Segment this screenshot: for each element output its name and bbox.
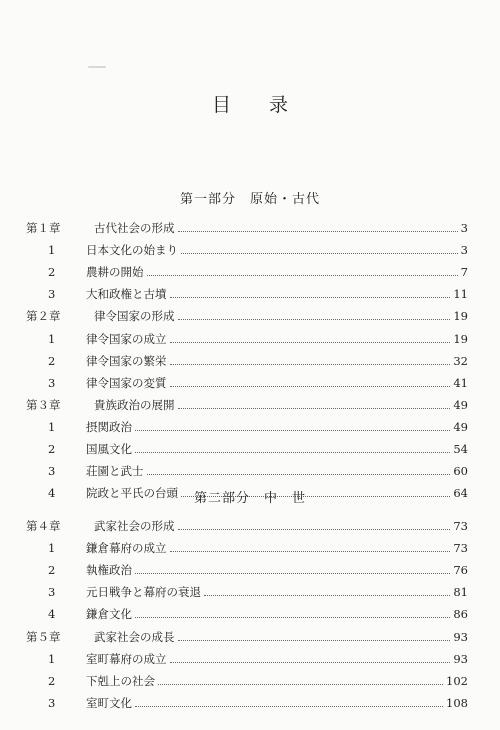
- page-number: 32: [453, 353, 468, 368]
- toc-chapter-row[interactable]: [26, 395, 468, 415]
- dot-leader: [170, 550, 451, 552]
- section-title: 室町幕府の成立: [86, 651, 167, 666]
- section-number: 3: [48, 585, 56, 600]
- chapter-title: 武家社会の成長: [94, 629, 175, 644]
- toc-section-row[interactable]: [48, 671, 468, 691]
- section-number: 1: [48, 419, 56, 434]
- dot-leader: [178, 528, 451, 530]
- page-number: 102: [446, 673, 468, 688]
- page-title: 目 录: [211, 94, 305, 116]
- toc-section-row[interactable]: [48, 649, 468, 669]
- toc-chapter-row[interactable]: [26, 516, 468, 536]
- toc-section-row[interactable]: [48, 417, 468, 437]
- dot-leader: [178, 318, 451, 320]
- dot-leader: [147, 473, 451, 475]
- dot-leader: [178, 639, 451, 641]
- page-number: 3: [460, 243, 468, 258]
- section-number: 2: [48, 673, 56, 688]
- section-title: 鎌倉幕府の成立: [86, 541, 167, 556]
- page-number: 81: [453, 585, 468, 600]
- section-number: 3: [48, 375, 56, 390]
- dot-leader: [135, 451, 450, 453]
- section-title: 日本文化の始まり: [86, 243, 178, 258]
- toc-section-row[interactable]: [48, 351, 468, 371]
- toc-chapter-row[interactable]: [26, 306, 468, 326]
- dot-leader: [135, 705, 443, 707]
- section-number: 1: [48, 651, 56, 666]
- page-number: 76: [453, 563, 468, 578]
- dot-leader: [170, 363, 451, 365]
- part-title: 第一部分 原始・古代: [179, 192, 320, 207]
- toc-section-row[interactable]: [48, 373, 468, 393]
- section-number: 2: [48, 442, 56, 456]
- section-number: 4: [48, 607, 56, 622]
- page-number: 3: [460, 221, 468, 235]
- section-title: 国風文化: [86, 442, 132, 456]
- section-title: 農耕の開始: [86, 265, 144, 280]
- section-title: 摂関政治: [86, 419, 132, 434]
- section-title: 律令国家の成立: [86, 331, 167, 346]
- chapter-number: 第５章: [26, 629, 61, 644]
- page-number: 73: [453, 541, 468, 556]
- toc-section-row[interactable]: [48, 538, 468, 558]
- page-number: 93: [453, 629, 468, 644]
- page-number: 54: [453, 442, 468, 456]
- page-number: 60: [453, 464, 468, 479]
- section-title: 下剋上の社会: [86, 673, 155, 688]
- dot-leader: [178, 407, 451, 409]
- toc-chapter-row[interactable]: [26, 218, 468, 238]
- page-number: 93: [453, 651, 468, 666]
- chapter-title: 律令国家の形成: [94, 309, 175, 324]
- page-number: 49: [453, 419, 468, 434]
- section-title: 律令国家の変質: [86, 375, 167, 390]
- dot-leader: [135, 616, 450, 618]
- chapter-title: 武家社会の形成: [94, 519, 175, 533]
- section-title: 室町文化: [86, 695, 132, 710]
- section-number: 2: [48, 265, 56, 280]
- section-number: 3: [48, 464, 56, 479]
- section-title: 荘園と武士: [86, 464, 144, 479]
- page-number: 73: [453, 519, 468, 533]
- section-title: 院政と平氏の台頭: [86, 486, 178, 501]
- page-number: 86: [453, 607, 468, 622]
- chapter-number: 第１章: [26, 221, 61, 235]
- chapter-title: 貴族政治の展開: [94, 397, 175, 412]
- dot-leader: [204, 594, 450, 596]
- page-number: 108: [446, 695, 468, 710]
- toc-section-row[interactable]: [48, 560, 468, 580]
- section-number: 3: [48, 695, 56, 710]
- section-number: 4: [48, 486, 56, 501]
- page-number: 19: [453, 309, 468, 324]
- dot-leader: [178, 230, 458, 232]
- dot-leader: [147, 274, 458, 276]
- dot-leader: [170, 341, 451, 343]
- section-number: 2: [48, 353, 56, 368]
- toc-section-row[interactable]: [48, 604, 468, 624]
- chapter-number: 第２章: [26, 309, 61, 324]
- page-number: 49: [453, 397, 468, 412]
- dot-leader: [170, 661, 451, 663]
- dot-leader: [170, 385, 451, 387]
- toc-section-row[interactable]: [48, 461, 468, 481]
- toc-section-row[interactable]: [48, 693, 468, 713]
- toc-section-row[interactable]: [48, 240, 468, 260]
- page-number: 19: [453, 331, 468, 346]
- section-title: 元日戦争と幕府の衰退: [86, 585, 201, 600]
- section-title: 律令国家の繁栄: [86, 353, 167, 368]
- toc-section-row[interactable]: [48, 439, 468, 459]
- section-number: 1: [48, 331, 56, 346]
- section-number: 1: [48, 243, 56, 258]
- chapter-number: 第３章: [26, 397, 61, 412]
- chapter-number: 第４章: [26, 519, 61, 533]
- section-title: 大和政権と古墳: [86, 287, 167, 302]
- toc-section-row[interactable]: [48, 582, 468, 602]
- page-number: 64: [453, 486, 468, 501]
- section-number: 1: [48, 541, 56, 556]
- section-title: 鎌倉文化: [86, 607, 132, 622]
- dot-leader: [135, 429, 450, 431]
- page-number: 11: [453, 287, 468, 302]
- section-title: 執権政治: [86, 563, 132, 578]
- dot-leader: [181, 252, 458, 254]
- page-number: 41: [453, 375, 468, 390]
- toc-section-row[interactable]: [48, 262, 468, 282]
- dot-leader: [135, 572, 450, 574]
- part-title: 第二部分 中 世: [193, 491, 306, 506]
- section-number: 3: [48, 287, 56, 302]
- page-number: 7: [460, 265, 468, 280]
- paper-smudge: [88, 66, 106, 68]
- chapter-title: 古代社会の形成: [94, 221, 175, 235]
- section-number: 2: [48, 563, 56, 578]
- dot-leader: [158, 683, 443, 685]
- dot-leader: [170, 296, 451, 298]
- toc-section-row[interactable]: [48, 284, 468, 304]
- toc-section-row[interactable]: [48, 329, 468, 349]
- toc-chapter-row[interactable]: [26, 627, 468, 647]
